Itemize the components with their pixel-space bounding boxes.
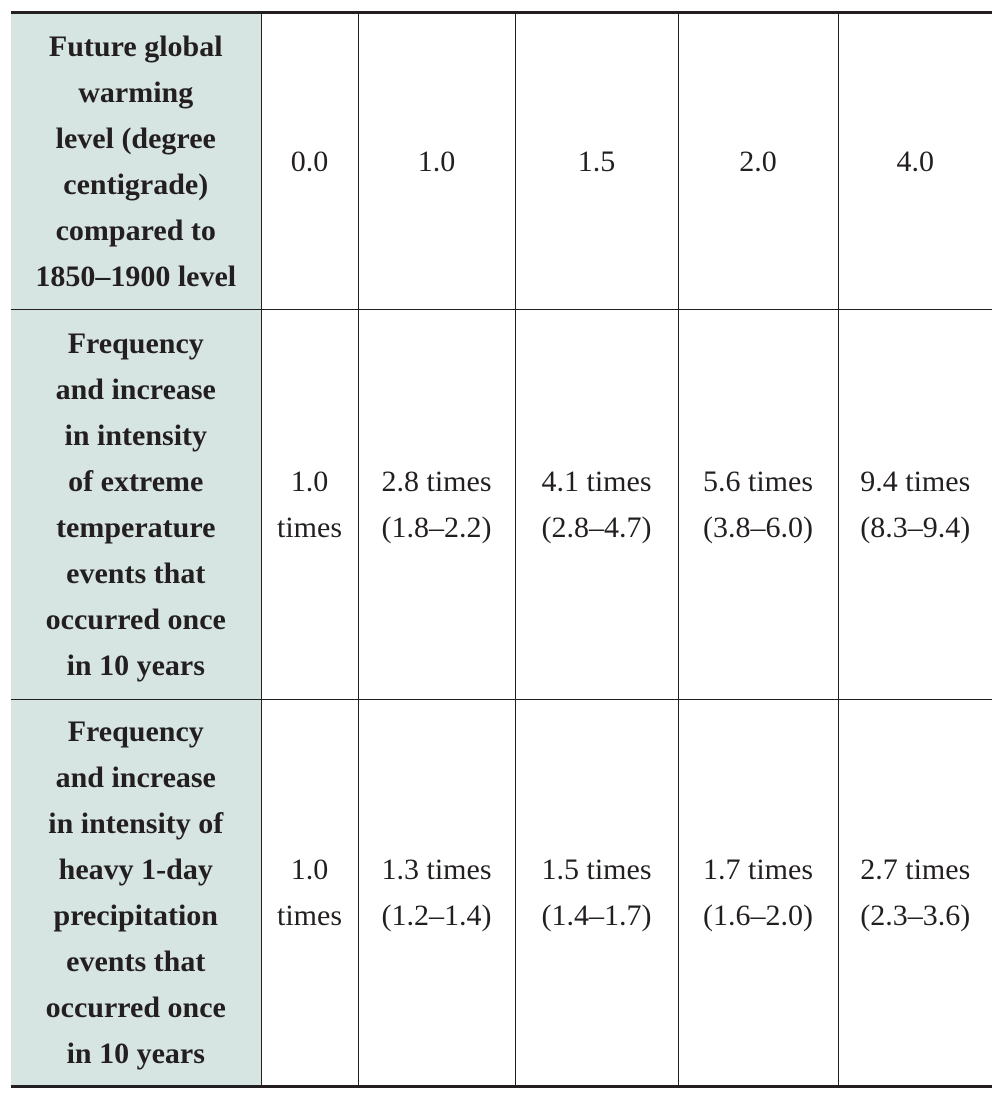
- table-cell: 1.7 times (1.6–2.0): [678, 700, 838, 1087]
- table-cell: 1.3 times (1.2–1.4): [358, 700, 515, 1087]
- row-header-extreme-temperature: Frequency and increase in intensity of extreme temperature events that occurred once in 10 years: [11, 310, 261, 700]
- table-row: [11, 310, 992, 700]
- table-row: [11, 700, 992, 1087]
- table-cell: 9.4 times (8.3–9.4): [838, 310, 992, 700]
- table-cell: 2.0: [678, 13, 838, 310]
- table-row: [11, 13, 992, 310]
- table-cell: 1.0: [358, 13, 515, 310]
- table-cell: 1.5 times (1.4–1.7): [515, 700, 678, 1087]
- table-cell: 2.8 times (1.8–2.2): [358, 310, 515, 700]
- table-cell: 1.0 times: [261, 310, 358, 700]
- table-cell: 0.0: [261, 13, 358, 310]
- row-header-heavy-precipitation: Frequency and increase in intensity of heavy 1-day precipitation events that occurred once in 10 years: [11, 700, 261, 1087]
- table-cell: 4.1 times (2.8–4.7): [515, 310, 678, 700]
- table-cell: 1.0 times: [261, 700, 358, 1087]
- row-header-warming-level: Future global warming level (degree centigrade) compared to 1850–1900 level: [11, 13, 261, 310]
- table-cell: 1.5: [515, 13, 678, 310]
- table-cell: 2.7 times (2.3–3.6): [838, 700, 992, 1087]
- table-cell: 5.6 times (3.8–6.0): [678, 310, 838, 700]
- table-cell: 4.0: [838, 13, 992, 310]
- warming-projection-table: [11, 11, 992, 1088]
